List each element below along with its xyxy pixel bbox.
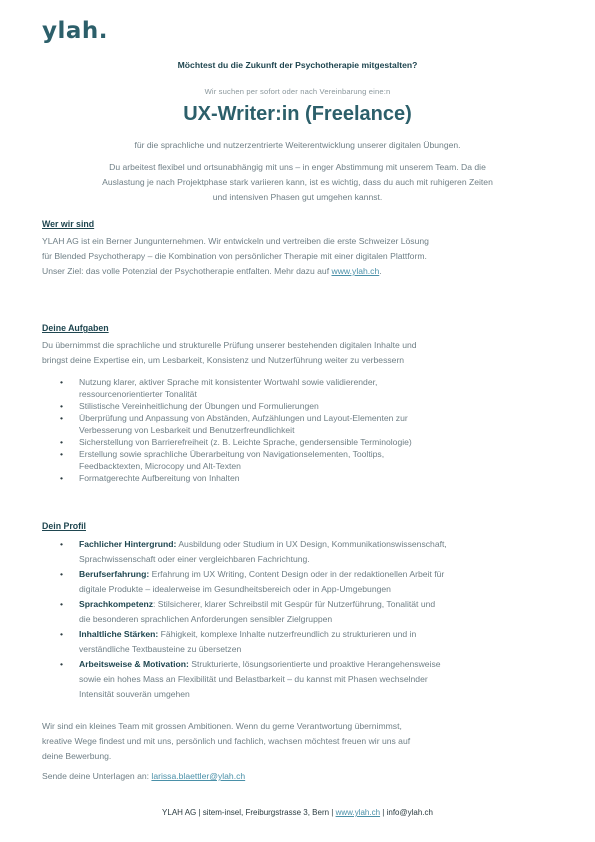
list-item-text: ressourcenorientierter Tonalität [79, 389, 197, 399]
profile-label: Sprachkompetenz [79, 599, 154, 609]
apply-text: Sende deine Unterlagen an: [42, 771, 152, 781]
list-item [42, 448, 557, 472]
about-text: Unser Ziel: das volle Potenzial der Psychotherapie entfalten. Mehr dazu auf [42, 266, 332, 276]
bullet-icon: • [60, 449, 64, 459]
footer-website-link[interactable]: www.ylah.ch [335, 808, 381, 817]
job-title: UX-Writer:in (Freelance) [183, 103, 412, 125]
profile-text: Sprachwissenschaft oder einer vergleichbaren Fachrichtung. [79, 554, 310, 564]
list-item-text: Nutzung klarer, aktiver Sprache mit konsistenter Wortwahl sowie validierender, [79, 377, 378, 387]
profile-text: : Stilsicherer, klarer Schreibstil mit Gespür für Nutzerführung, Tonalität und [153, 599, 436, 609]
subline: Wir suchen per sofort oder nach Vereinbarung eine:n [204, 87, 391, 96]
tasks-heading: Deine Aufgaben [42, 323, 109, 333]
footer [40, 808, 555, 817]
about-paragraph [42, 234, 557, 279]
profile-heading: Dein Profil [42, 521, 86, 531]
list-item-text: Verbesserung von Lesbarkeit und Benutzerfreundlichkeit [79, 425, 295, 435]
profile-list [42, 537, 557, 702]
footer-text: YLAH AG | sitem-insel, Freiburgstrasse 3, Bern | [162, 808, 336, 817]
list-item [42, 627, 557, 657]
list-item-text: Feedbacktexten, Microcopy und Alt-Texten [79, 461, 241, 471]
profile-label: Berufserfahrung: [79, 569, 150, 579]
bullet-icon: • [60, 377, 64, 387]
profile-text: Ausbildung oder Studium in UX Design, Kommunikationswissenschaft, [176, 539, 447, 549]
tasks-list [42, 376, 557, 484]
list-item [42, 412, 557, 436]
about-line: YLAH AG ist ein Berner Jungunternehmen. Wir entwickeln und vertreiben die erste Schweizer Lösung [42, 236, 429, 246]
ylah-logo: ylah. [42, 18, 109, 44]
bullet-icon: • [60, 413, 64, 423]
intro-line: Du arbeitest flexibel und ortsunabhängig mit uns – in enger Abstimmung mit unserem Team. Da die [109, 162, 486, 172]
profile-text: digitale Produkte – idealerweise im Gesundheitsbereich oder in App-Umgebungen [79, 584, 391, 594]
profile-label: Arbeitsweise & Motivation: [79, 659, 189, 669]
closing-line: deine Bewerbung. [42, 751, 112, 761]
closing-paragraph [42, 719, 557, 764]
list-item-text: Überprüfung und Anpassung von Abständen, Aufzählungen und Layout-Elementen zur [79, 413, 408, 423]
list-item [42, 376, 557, 400]
closing-line: kreative Wege findest und mit uns, persönlich und fachlich, wachsen möchtest freuen wir uns auf [42, 736, 411, 746]
profile-text: die besonderen sprachlichen Anforderungen sensibler Zielgruppen [79, 614, 333, 624]
profile-text: Fähigkeit, komplexe Inhalte nutzerfreundlich zu strukturieren und in [158, 629, 417, 639]
intro-line: Auslastung je nach Projektphase stark variieren kann, ist es wichtig, dass du auch mit ruhigeren Zeiten [102, 177, 493, 187]
profile-label: Inhaltliche Stärken: [79, 629, 159, 639]
bullet-icon: • [60, 569, 64, 579]
profile-label: Fachlicher Hintergrund: [79, 539, 177, 549]
bullet-icon: • [60, 659, 64, 669]
profile-text: Erfahrung im UX Writing, Content Design oder in der redaktionellen Arbeit für [149, 569, 445, 579]
tagline: für die sprachliche und nutzerzentrierte Weiterentwicklung unserer digitalen Übungen. [134, 140, 461, 150]
list-item-text: Erstellung sowie sprachliche Überarbeitung von Navigationselementen, Tooltips, [79, 449, 385, 459]
bullet-icon: • [60, 473, 64, 483]
bullet-icon: • [60, 437, 64, 447]
apply-line [42, 769, 557, 784]
list-item-text: Stilistische Vereinheitlichung der Übungen und Formulierungen [79, 401, 319, 411]
footer-email: | info@ylah.ch [380, 808, 433, 817]
list-item [42, 567, 557, 597]
email-link[interactable]: larissa.blaettler@ylah.ch [151, 771, 246, 781]
about-suffix: . [379, 266, 382, 276]
website-link[interactable]: www.ylah.ch [331, 266, 380, 276]
intro-paragraph [40, 160, 555, 205]
profile-text: Intensität souverän umgehen [79, 689, 190, 699]
about-line: für Blended Psychotherapy – die Kombination von persönlicher Therapie mit einer digitalen Plattform. [42, 251, 427, 261]
about-line [42, 264, 557, 279]
profile-text: sowie ein hohes Mass an Flexibilität und Belastbarkeit – du kannst mit Phasen wechselnder [79, 674, 428, 684]
list-item [42, 597, 557, 627]
about-heading: Wer wir sind [42, 219, 95, 229]
list-item [42, 400, 557, 412]
list-item [42, 657, 557, 702]
list-item-text: Sicherstellung von Barrierefreiheit (z. B. Leichte Sprache, gendersensible Terminologie) [79, 437, 412, 447]
list-item [42, 537, 557, 567]
list-item [42, 436, 557, 448]
list-item [42, 472, 557, 484]
tasks-intro [42, 338, 557, 368]
profile-text: verständliche Textbausteine zu übersetzen [79, 644, 242, 654]
bullet-icon: • [60, 401, 64, 411]
tasks-intro-line: Du übernimmst die sprachliche und strukturelle Prüfung unserer bestehenden digitalen Inhalte und [42, 340, 417, 350]
bullet-icon: • [60, 539, 64, 549]
list-item-text: Formatgerechte Aufbereitung von Inhalten [79, 473, 240, 483]
intro-line: und intensiven Phasen gut umgehen kannst. [212, 192, 383, 202]
profile-text: Strukturierte, lösungsorientierte und proaktive Herangehensweise [188, 659, 441, 669]
headline: Möchtest du die Zukunft der Psychotherapie mitgestalten? [177, 60, 418, 70]
bullet-icon: • [60, 629, 64, 639]
closing-line: Wir sind ein kleines Team mit grossen Ambitionen. Wenn du gerne Verantwortung übernimmst, [42, 721, 402, 731]
bullet-icon: • [60, 599, 64, 609]
tasks-intro-line: bringst deine Expertise ein, um Lesbarkeit, Konsistenz und Nutzerführung weiter zu verbessern [42, 355, 405, 365]
